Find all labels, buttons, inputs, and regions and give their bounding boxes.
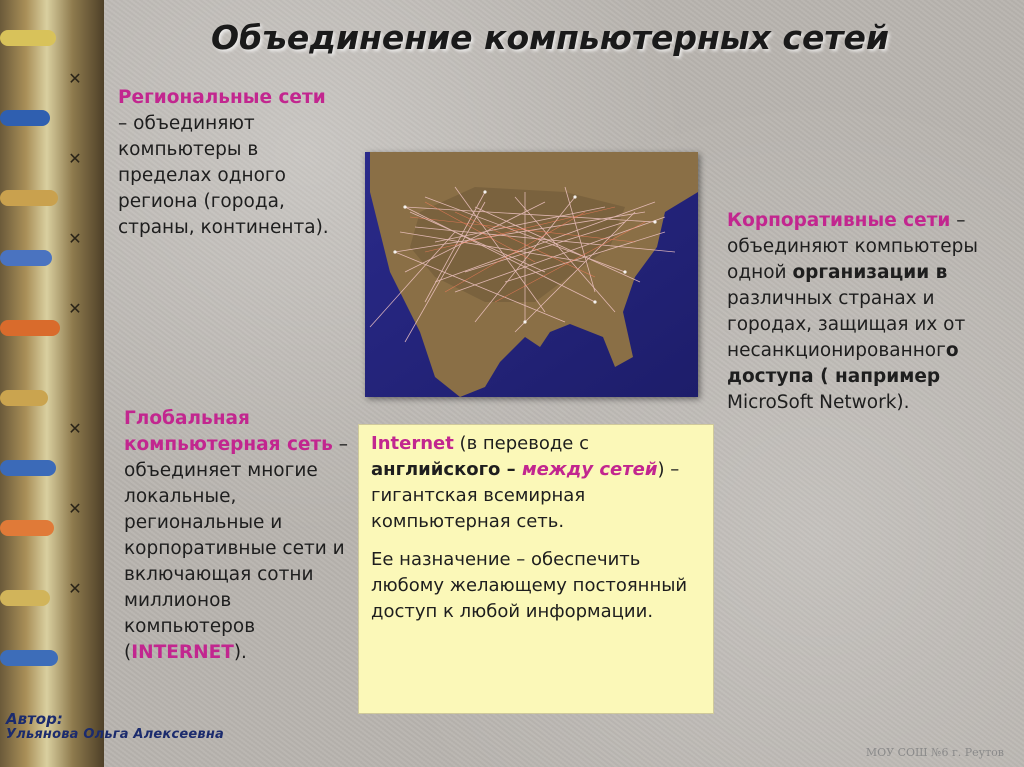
cable-decoration [0, 590, 50, 606]
internet-term-box: Internet [371, 433, 454, 454]
corporate-networks-bold: организации в [792, 262, 948, 283]
regional-networks-description: – объединяют компьютеры в пределах одного региона (города, страны, континента). [118, 113, 329, 238]
internet-description: ) – гигантская всемирная компьютерная сеть. [371, 459, 680, 532]
author-credit [6, 712, 246, 742]
cable-decoration [0, 460, 56, 476]
cable-decoration [0, 520, 54, 536]
corporate-networks-description-3: MicroSoft Network). [727, 392, 910, 413]
internet-translation: между сетей [521, 459, 658, 480]
regional-networks-text [118, 85, 353, 241]
global-network-term: Глобальная компьютерная сеть [124, 408, 333, 455]
author-name: Ульянова Ольга Алексеевна [6, 727, 224, 742]
cable-decoration [0, 250, 52, 266]
school-footer: МОУ СОШ №6 г. Реутов [865, 746, 1004, 759]
cable-decoration [0, 320, 60, 336]
internet-definition [371, 431, 701, 535]
x-mark-icon: ✕ [68, 299, 82, 318]
corporate-networks-description-2: различных странах и городах, защищая их от несанкционированног [727, 288, 966, 361]
corporate-networks-term: Корпоративные сети [727, 210, 951, 231]
cable-decoration [0, 650, 58, 666]
corporate-networks-bold-2: о доступа ( например [727, 340, 959, 387]
global-network-text [124, 406, 356, 666]
x-mark-icon: ✕ [68, 419, 82, 438]
internet-language: английского – [371, 459, 522, 480]
regional-networks-term: Региональные сети [118, 87, 326, 108]
global-network-closing: ). [233, 642, 247, 663]
x-mark-icon: ✕ [68, 69, 82, 88]
author-label: Автор: [6, 710, 63, 728]
cable-decoration [0, 110, 50, 126]
corporate-networks-description: – объединяют компьютеры одной [727, 210, 978, 283]
x-mark-icon: ✕ [68, 579, 82, 598]
cable-decoration [0, 390, 48, 406]
global-network-description: – объединяет многие локальные, региональные и корпоративные сети и включающая сотни миллионов компьютеров ( [124, 434, 349, 663]
internet-translation-prefix: (в переводе с [453, 433, 590, 454]
x-mark-icon: ✕ [68, 229, 82, 248]
cable-decoration [0, 190, 58, 206]
corporate-networks-text [727, 208, 995, 416]
internet-purpose: Ее назначение – обеспечить любому желающему постоянный доступ к любой информации. [371, 549, 688, 622]
network-map-image [365, 152, 698, 397]
x-mark-icon: ✕ [68, 499, 82, 518]
internet-definition-box [358, 424, 714, 714]
slide-title: Объединение компьютерных сетей [211, 18, 889, 57]
x-mark-icon: ✕ [68, 149, 82, 168]
internet-term: INTERNET [131, 642, 234, 663]
decorative-patch-panel [0, 0, 104, 767]
